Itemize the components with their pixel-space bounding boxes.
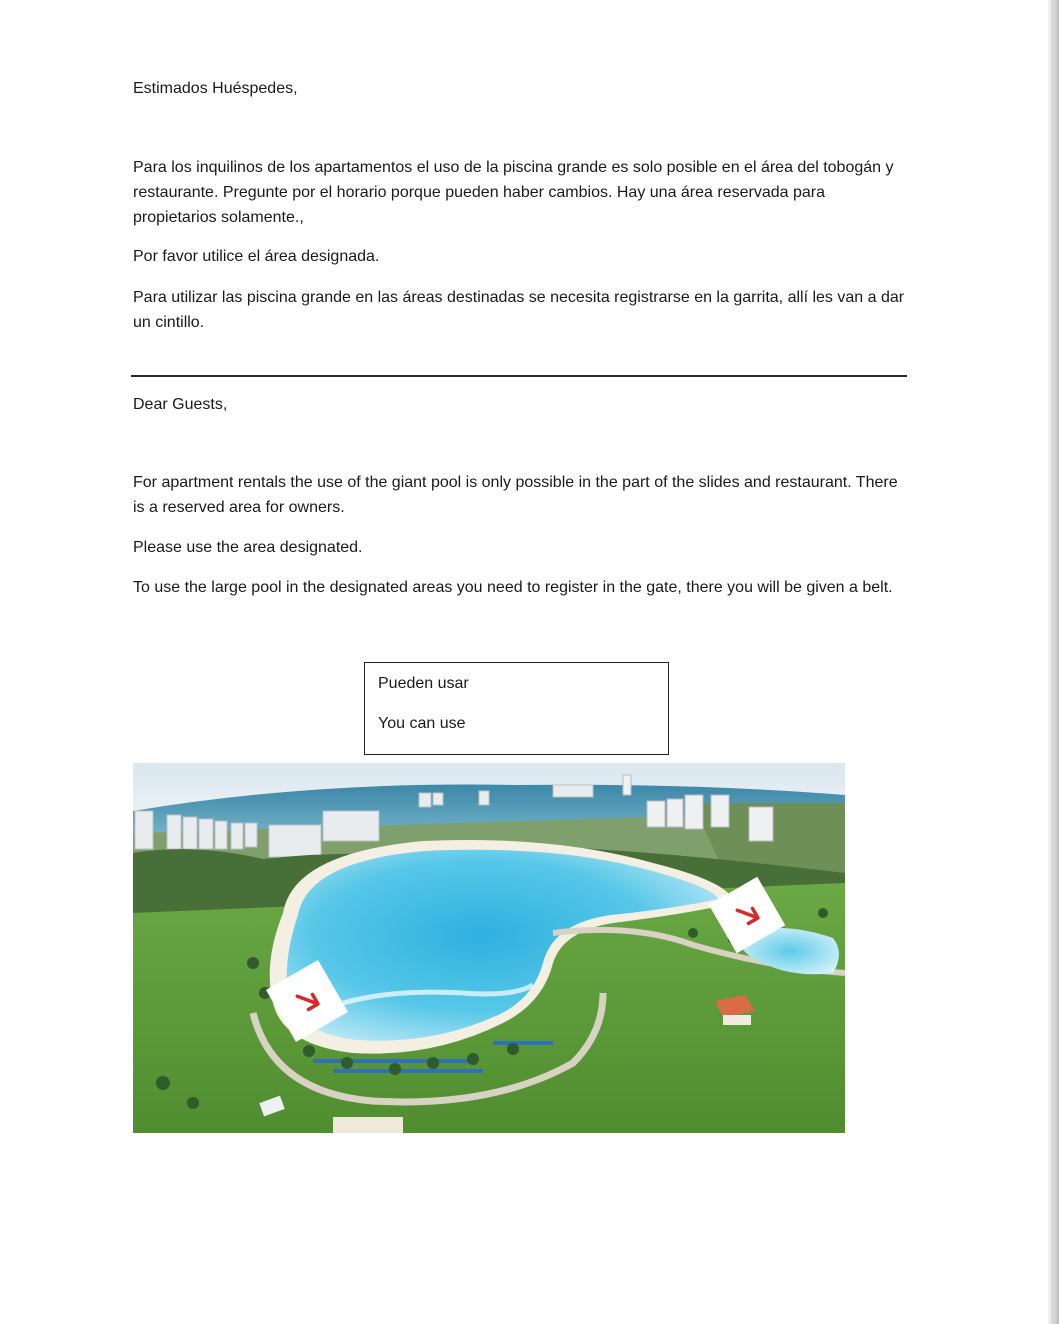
english-greeting: Dear Guests, bbox=[133, 396, 228, 413]
legend-label-spanish: Pueden usar bbox=[378, 675, 469, 692]
legend-label-english: You can use bbox=[378, 715, 466, 732]
section-divider bbox=[131, 375, 907, 377]
spanish-greeting: Estimados Huéspedes, bbox=[133, 80, 298, 97]
spanish-paragraph-2: Por favor utilice el área designada. bbox=[133, 248, 380, 265]
spanish-paragraph-1: Para los inquilinos de los apartamentos el uso de la piscina grande es solo posible en el área del tobogán y restaurante. Pregunte por el horario porque pueden haber cambios. Hay una área reservada para propietarios solamente., bbox=[133, 159, 894, 226]
page-edge-scrollbar bbox=[1048, 0, 1059, 1324]
english-paragraph-2: Please use the area designated. bbox=[133, 539, 363, 556]
english-paragraph-3: To use the large pool in the designated areas you need to register in the gate, there you will be given a belt. bbox=[133, 579, 893, 596]
legend-box bbox=[364, 662, 669, 755]
spanish-paragraph-3: Para utilizar las piscina grande en las áreas destinadas se necesita registrarse en la garrita, allí les van a dar un cintillo. bbox=[133, 289, 905, 331]
aerial-lagoon-pool-photo bbox=[133, 763, 845, 1133]
english-paragraph-1: For apartment rentals the use of the giant pool is only possible in the part of the slides and restaurant. There is a reserved area for owners. bbox=[133, 474, 898, 516]
